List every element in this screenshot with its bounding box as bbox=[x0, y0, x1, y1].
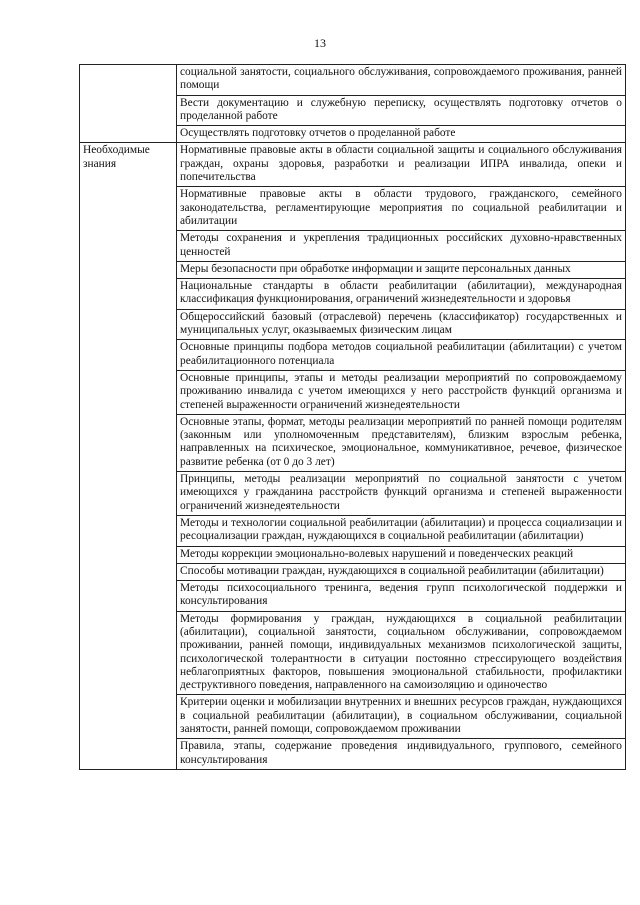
table-cell: Методы коррекции эмоционально-волевых нарушений и поведенческих реакций bbox=[177, 546, 626, 563]
table-cell: Методы сохранения и укрепления традиционных российских духовно-нравственных ценностей bbox=[177, 231, 626, 262]
empty-label-cell bbox=[80, 65, 177, 143]
table-cell: Нормативные правовые акты в области социальной защиты и социального обслуживания граждан, охраны здоровья, разработки и реализации ИПРА инвалида, опеки и попечительства bbox=[177, 143, 626, 187]
table-cell: Основные принципы, этапы и методы реализации мероприятий по сопровождаемому проживанию инвалида с учетом имеющихся у него расстройств функций организма и степеней выраженности ограничений жизнедеятельности bbox=[177, 370, 626, 414]
table-row bbox=[80, 143, 626, 187]
page-number: 13 bbox=[314, 36, 326, 50]
table-cell: Способы мотивации граждан, нуждающихся в социальной реабилитации (абилитации) bbox=[177, 563, 626, 580]
table-cell: Нормативные правовые акты в области трудового, гражданского, семейного законодательства, регламентирующие мероприятия по социальной реабилитации и абилитации bbox=[177, 187, 626, 231]
table-cell: Методы психосоциального тренинга, ведения групп психологической поддержки и консультирования bbox=[177, 581, 626, 612]
table-cell: Критерии оценки и мобилизации внутренних и внешних ресурсов граждан, нуждающихся в социальной реабилитации (абилитации), в социальном обслуживании, социальной занятости, ранней помощи, сопровождаемом проживании bbox=[177, 695, 626, 739]
table-cell: социальной занятости, социального обслуживания, сопровождаемого проживания, ранней помощи bbox=[177, 65, 626, 96]
competency-table bbox=[79, 64, 626, 770]
section-label-knowledge: Необходимые знания bbox=[80, 143, 177, 769]
table-cell: Основные принципы подбора методов социальной реабилитации (абилитации) с учетом реабилитационного потенциала bbox=[177, 340, 626, 371]
table-cell: Методы и технологии социальной реабилитации (абилитации) и процесса социализации и ресоциализации граждан, нуждающихся в социальной реабилитации (абилитации) bbox=[177, 515, 626, 546]
table-cell: Правила, этапы, содержание проведения индивидуального, группового, семейного консультирования bbox=[177, 739, 626, 770]
table-cell: Общероссийский базовый (отраслевой) перечень (классификатор) государственных и муниципальных услуг, оказываемых физическим лицам bbox=[177, 309, 626, 340]
table-cell: Методы формирования у граждан, нуждающихся в социальной реабилитации (абилитации), социальной занятости, социальном обслуживании, сопровождаемом проживании, ранней помощи, индивидуальных механизмов психологической защиты, психологической толерантности в ситуации постоянно стрессирующего воздействия неблагоприятных факторов, повышения эмоциональной стабильности, профилактики деструктивного поведения, направленного на самоизоляцию и одиночество bbox=[177, 611, 626, 695]
table-cell: Национальные стандарты в области реабилитации (абилитации), международная классификация функционирования, ограничений жизнедеятельности и здоровья bbox=[177, 279, 626, 310]
table-row bbox=[80, 65, 626, 96]
table-cell: Меры безопасности при обработке информации и защите персональных данных bbox=[177, 261, 626, 278]
table-cell: Вести документацию и служебную переписку, осуществлять подготовку отчетов о проделанной работе bbox=[177, 95, 626, 126]
table-cell: Принципы, методы реализации мероприятий по социальной занятости с учетом имеющихся у гражданина расстройств функций организма и степеней выраженности ограничений жизнедеятельности bbox=[177, 472, 626, 516]
table-cell: Основные этапы, формат, методы реализации мероприятий по ранней помощи родителям (законным или уполномоченным представителям), близким взрослым ребенка, направленных на психическое, эмоциональное, коммуникативное, речевое, физическое развитие ребенка (от 0 до 3 лет) bbox=[177, 414, 626, 471]
table-cell: Осуществлять подготовку отчетов о проделанной работе bbox=[177, 126, 626, 143]
